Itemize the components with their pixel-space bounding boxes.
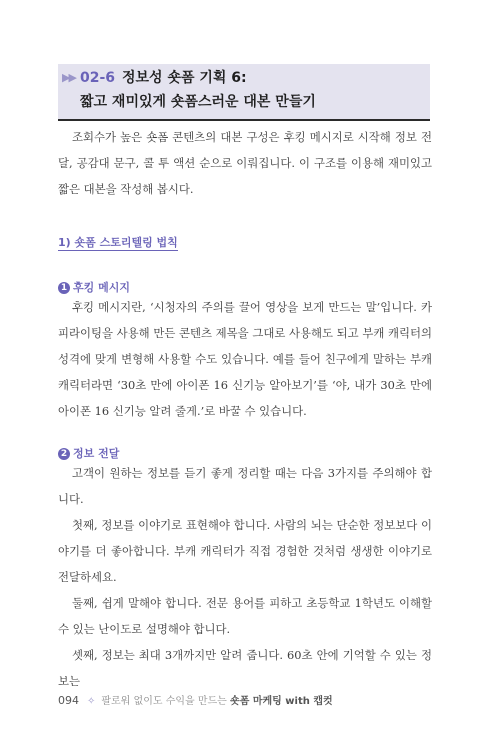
intro-paragraph: 조회수가 높은 숏폼 콘텐츠의 대본 구성은 후킹 메시지로 시작해 정보 전달, 공감대 문구, 콜 투 액션 순으로 이뤄집니다. 이 구조를 이용해 재미있고 짧은 대본을 작성해 봅시다. [58,130,432,196]
book-title-prefix: 팔로워 없이도 수익을 만드는 [101,696,227,707]
subsection-heading [58,234,178,250]
double-arrow-icon: ▶▶ [62,71,75,84]
item2-paragraph-1: 고객이 원하는 정보를 듣기 좋게 정리할 때는 다음 3가지를 주의해야 합니다. [58,466,432,506]
item1-paragraph: 후킹 메시지란, ‘시청자의 주의를 끌어 영상을 보게 만드는 말’입니다. 카피라이팅을 사용해 만든 콘텐츠 제목을 그대로 사용해도 되고 부캐 캐릭터의 성격에 맞게 변형해 사용할 수도 있습니다. 예를 들어 친구에게 말하는 부캐 캐릭터라면 ‘30초 만에 아이폰 16 신기능 알아보기’를 ‘야, 내가 30초 만에 아이폰 16 신기능 알려 줄게.’로 바꿀 수 있습니다. [58,300,432,418]
section-header-rule [58,119,430,121]
page-number: 094 [58,694,79,707]
section-header [58,64,430,120]
page-footer [58,694,333,709]
item2-paragraph-4: 셋째, 정보는 최대 3개까지만 알려 줍니다. 60초 안에 기억할 수 있는 정보는 [58,648,432,688]
section-title-line2: 짧고 재미있게 숏폼스러운 대본 만들기 [80,94,316,110]
item2-label: 정보 전달 [73,447,120,460]
section-title-line1: 정보성 숏폼 기획 6: [122,70,247,86]
item1-label: 후킹 메시지 [73,281,130,294]
sparkle-icon: ✧ [87,696,96,707]
section-number: 02-6 [80,70,116,86]
number-badge-icon: 1 [58,282,70,294]
item2-paragraph-3: 둘째, 쉽게 말해야 합니다. 전문 용어를 피하고 초등학교 1학년도 이해할 수 있는 난이도로 설명해야 합니다. [58,596,432,636]
number-badge-icon: 2 [58,448,70,460]
item2-paragraph-2: 첫째, 정보를 이야기로 표현해야 합니다. 사람의 뇌는 단순한 정보보다 이야기를 더 좋아합니다. 부캐 캐릭터가 직접 경험한 것처럼 생생한 이야기로 전달하세요. [58,518,432,584]
book-title-bold: 숏폼 마케팅 with 캡컷 [230,696,333,707]
subsection-heading-label: 1) 숏폼 스토리텔링 법칙 [58,236,178,249]
